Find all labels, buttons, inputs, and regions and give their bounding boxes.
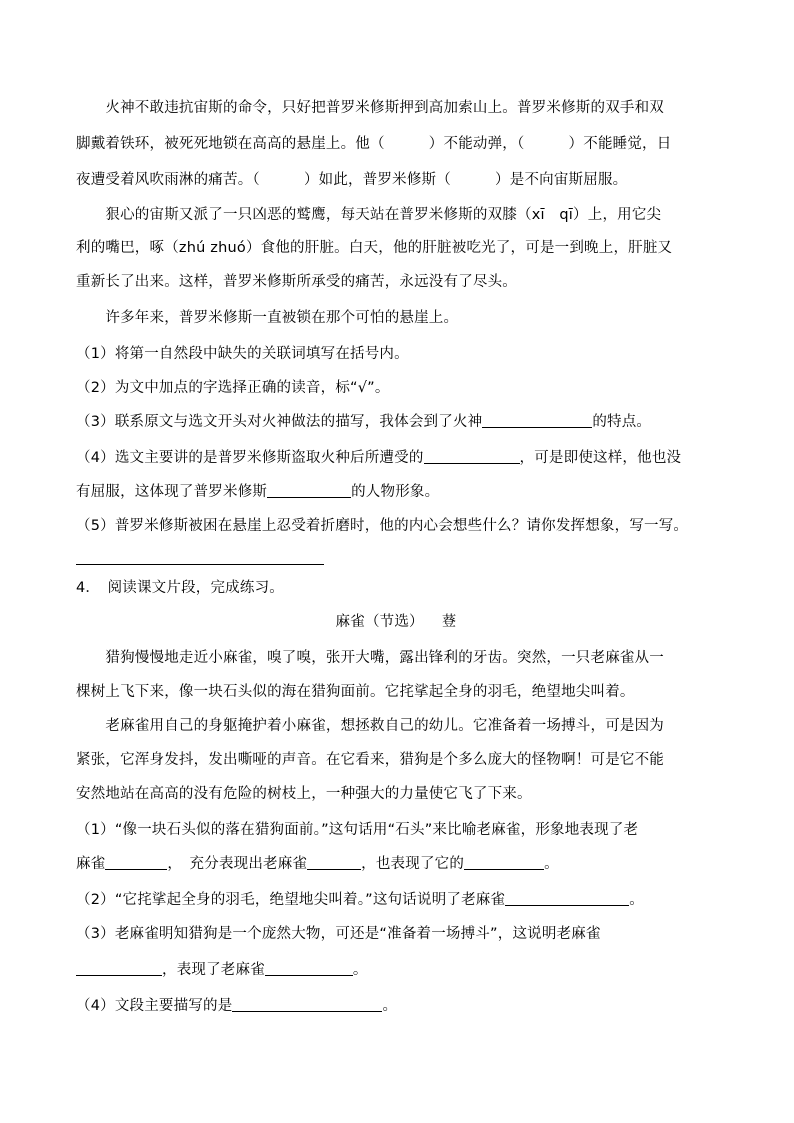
question-2-3-mid: ，表现了老麻雀 bbox=[162, 962, 265, 978]
answer-blank[interactable] bbox=[232, 997, 382, 1012]
question-1-3-tail: 的特点。 bbox=[592, 414, 652, 430]
question-2-1-continued bbox=[76, 854, 726, 874]
passage1-line-1: 火神不敢违抗宙斯的命令，只好把普罗米修斯押到高加索山上。普罗米修斯的双手和双 bbox=[76, 100, 664, 116]
answer-blank[interactable] bbox=[424, 449, 520, 464]
question-2-4 bbox=[76, 996, 726, 1016]
passage1-line-6: 重新长了出来。这样，普罗米修斯所承受的痛苦，永远没有了尽头。 bbox=[76, 274, 517, 290]
question-1-5: （5）普罗米修斯被困在悬崖上忍受着折磨时，他的内心会想些什么？请你发挥想象，写一写。 bbox=[76, 518, 689, 534]
passage1-line-2: 脚戴着铁环，被死死地锁在高高的悬崖上。他（ ）不能动弹，（ ）不能睡觉，日 bbox=[76, 136, 672, 152]
answer-blank[interactable] bbox=[464, 855, 544, 870]
question-1-4-text: （4）选文主要讲的是普罗米修斯盗取火种后所遭受的 bbox=[76, 450, 424, 466]
question-1-4 bbox=[76, 448, 726, 468]
answer-blank[interactable] bbox=[105, 855, 167, 870]
answer-line[interactable] bbox=[76, 564, 324, 565]
answer-blank[interactable] bbox=[505, 891, 629, 906]
question-1-4-continued bbox=[76, 482, 726, 502]
passage1-line-3: 夜遭受着风吹雨淋的痛苦。（ ）如此，普罗米修斯（ ）是不向宙斯屈服。 bbox=[76, 172, 628, 188]
question-2-1: （1）“像一块石头似的落在猎狗面前。”这句话用“石头”来比喻老麻雀，形象地表现了老 bbox=[76, 822, 639, 838]
section-4-heading: 4． 阅读课文片段，完成练习。 bbox=[76, 580, 284, 596]
question-2-3: （3）老麻雀明知猎狗是一个庞然大物，可还是“准备着一场搏斗”，这说明老麻雀 bbox=[76, 926, 601, 942]
answer-blank[interactable] bbox=[267, 483, 351, 498]
passage1-line-5: 利的嘴巴，啄（zhú zhuó）食他的肝脏。白天，他的肝脏被吃光了，可是一到晚上，肝脏又 bbox=[76, 240, 673, 256]
question-2-2 bbox=[76, 890, 726, 910]
question-2-3-continued bbox=[76, 960, 726, 980]
question-2-1-text: 麻雀 bbox=[76, 856, 106, 872]
passage2-title: 麻雀（节选） bbox=[335, 614, 424, 630]
question-2-1-mid-2: ，也表现了它的 bbox=[361, 856, 465, 872]
question-1-4-text-2: 有屈服，这体现了普罗米修斯 bbox=[76, 484, 268, 500]
passage1-line-7: 许多年来，普罗米修斯一直被锁在那个可怕的悬崖上。 bbox=[76, 310, 459, 326]
question-2-1-mid: ， 充分表现出老麻雀 bbox=[167, 856, 308, 872]
question-1-3-text: （3）联系原文与选文开头对火神做法的描写，我体会到了火神 bbox=[76, 414, 483, 430]
question-2-4-text: （4）文段主要描写的是 bbox=[76, 998, 233, 1014]
passage2-line-4: 紧张，它浑身发抖，发出嘶哑的声音。在它看来，猎狗是个多么庞大的怪物啊！可是它不能 bbox=[76, 752, 664, 768]
answer-blank[interactable] bbox=[482, 413, 592, 428]
passage2-line-5: 安然地站在高高的没有危险的树枝上，一种强大的力量使它飞了下来。 bbox=[76, 786, 532, 802]
question-1-4-tail: 的人物形象。 bbox=[351, 484, 440, 500]
passage2-title-row bbox=[76, 612, 716, 632]
question-2-2-tail: 。 bbox=[629, 892, 644, 908]
passage2-line-1: 猎狗慢慢地走近小麻雀，嗅了嗅，张开大嘴，露出锋利的牙齿。突然，一只老麻雀从一 bbox=[76, 650, 664, 666]
question-2-3-tail: 。 bbox=[352, 962, 368, 978]
answer-blank[interactable] bbox=[307, 855, 361, 870]
question-1-1: （1）将第一自然段中缺失的关联词填写在括号内。 bbox=[76, 346, 409, 362]
question-2-4-tail: 。 bbox=[382, 998, 398, 1014]
passage2-line-2: 棵树上飞下来，像一块石头似的海在猎狗面前。它挓挲起全身的羽毛，绝望地尖叫着。 bbox=[76, 684, 635, 700]
question-1-2: （2）为文中加点的字选择正确的读音，标“√”。 bbox=[76, 380, 390, 396]
question-2-1-tail: 。 bbox=[544, 856, 559, 872]
passage1-line-4: 狠心的宙斯又派了一只凶恶的鹫鹰，每天站在普罗米修斯的双膝（xī qī）上，用它尖 bbox=[76, 207, 662, 223]
question-1-3 bbox=[76, 412, 726, 432]
question-2-2-text: （2）“它挓挲起全身的羽毛，绝望地尖叫着。”这句话说明了老麻雀 bbox=[76, 892, 506, 908]
answer-blank[interactable] bbox=[76, 961, 162, 976]
answer-blank[interactable] bbox=[265, 961, 353, 976]
question-1-4-mid: ，可是即使这样，他也没 bbox=[519, 450, 682, 466]
passage2-author: 䔲 bbox=[441, 614, 457, 630]
passage2-line-3: 老麻雀用自己的身躯掩护着小麻雀，想拯救自己的幼儿。它准备着一场搏斗，可是因为 bbox=[76, 718, 664, 734]
